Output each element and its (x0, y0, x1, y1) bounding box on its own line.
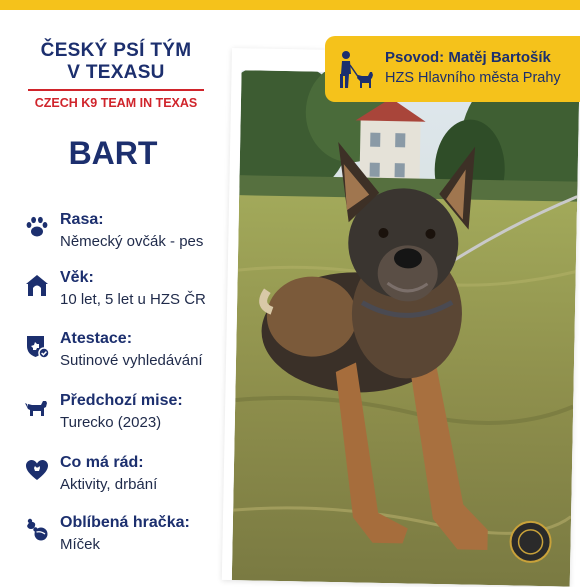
dog-photo-illustration (232, 70, 580, 586)
dog-photo-frame (222, 48, 580, 587)
fact-likes (24, 453, 234, 501)
fact-value: 10 let, 5 let u HZS ČR (60, 291, 206, 308)
title-subtitle: CZECH K9 TEAM IN TEXAS (34, 96, 198, 110)
handler-name: Psovod: Matěj Bartošík (385, 49, 551, 66)
title-divider (28, 89, 204, 91)
fact-value: Německý ovčák - pes (60, 233, 204, 250)
fact-label: Věk: (60, 269, 94, 286)
dog-photo (232, 70, 580, 586)
certified-shield-icon (24, 333, 50, 359)
fact-previous-missions (24, 391, 234, 439)
fact-value: Aktivity, drbání (60, 476, 158, 493)
fact-favorite-toy (24, 513, 234, 561)
top-accent-bar (0, 0, 580, 10)
fact-value: Sutinové vyhledávání (60, 352, 203, 369)
handler-unit: HZS Hlavního města Prahy (385, 70, 561, 86)
doghouse-icon (24, 272, 50, 298)
dog-icon (24, 395, 50, 421)
fact-label: Co má rád: (60, 454, 144, 471)
fact-label: Rasa: (60, 211, 104, 228)
fact-certification (24, 329, 234, 377)
heart-icon (24, 457, 50, 483)
fact-value: Míček (60, 536, 101, 553)
fact-breed (24, 210, 234, 258)
fact-age (24, 268, 234, 316)
title-line-1: ČESKÝ PSÍ TÝM (40, 40, 192, 61)
dog-name: BART (68, 135, 158, 171)
toy-icon (24, 517, 50, 543)
fact-label: Atestace: (60, 330, 133, 347)
paw-icon (24, 214, 50, 240)
team-title (18, 40, 214, 111)
title-line-2: V TEXASU (67, 62, 165, 83)
handler-banner (325, 36, 580, 102)
fact-label: Předchozí mise: (60, 392, 183, 409)
fact-value: Turecko (2023) (60, 414, 162, 431)
fact-label: Oblíbená hračka: (60, 514, 190, 531)
handler-with-dog-icon (335, 48, 377, 90)
